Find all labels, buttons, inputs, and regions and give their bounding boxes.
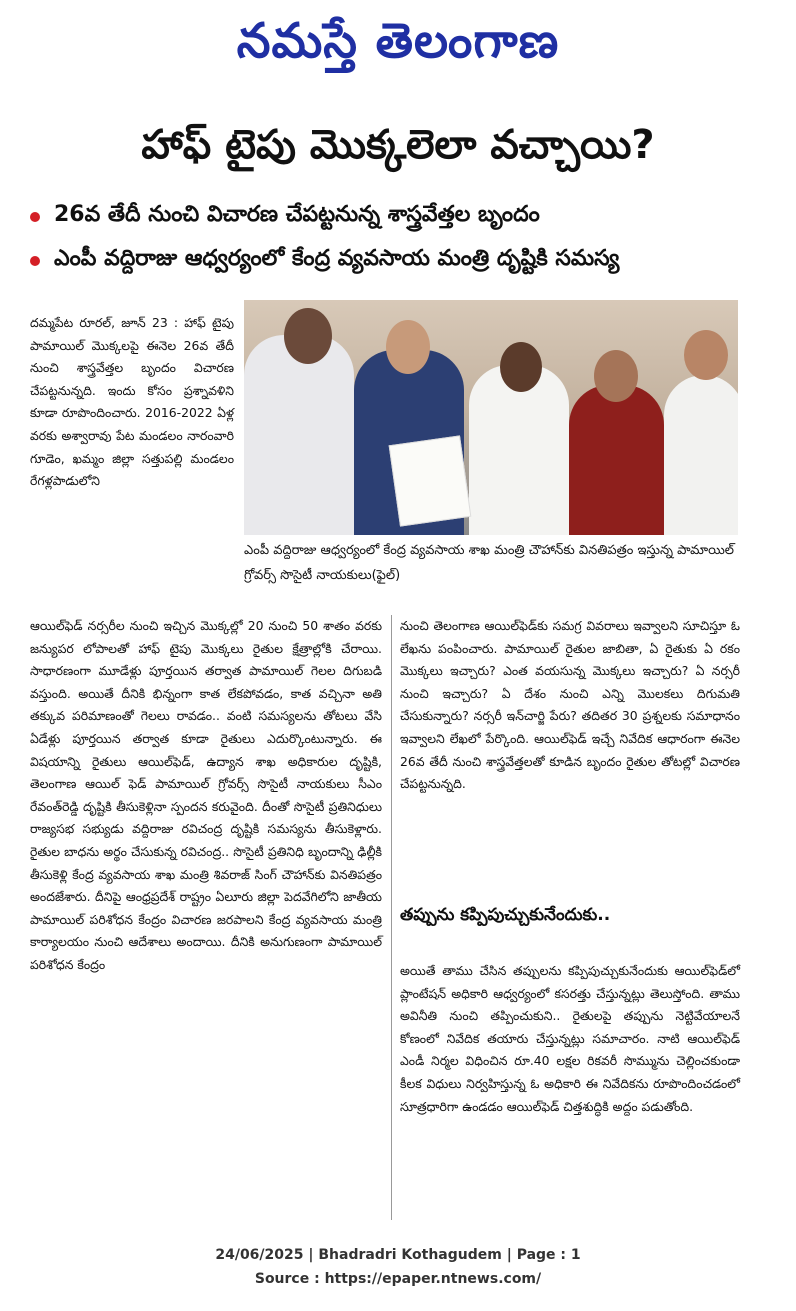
person-head: [386, 320, 430, 374]
article-paragraph: అయితే తాము చేసిన తప్పులను కప్పిపుచ్చుకునేందుకు ఆయిల్‌ఫెడ్‌లో ప్లాంటేషన్ అధికారి ఆధ్వర్యంలో కసరత్తు చేస్తున్నట్లు తెలుస్తోంది. తాము అవినీతి నుంచి తప్పించుకుని.. రైతులపై తప్పును నెట్టివేయాలనే కోణంలో నివేదిక తయారు చేస్తున్నట్లు సమాచారం. నాటి ఆయిల్‌ఫెడ్ ఎండీ నిర్మల విధించిన రూ.40 లక్షల రికవరీ సొమ్మును చెల్లించకుండా కీలక విధులు నిర్వహిస్తున్న ఓ అధికారి ఈ నివేదికను రూపొందించడంలో సూత్రధారిగా ఉండడం ఆయిల్‌ఫెడ్ చిత్తశుద్ధికి అద్దం పడుతోంది.: [400, 963, 740, 1114]
subheading: తప్పును కప్పిపుచ్చుకునేందుకు..: [400, 905, 611, 925]
article-paragraph: నుంచి తెలంగాణ ఆయిల్‌ఫెడ్‌కు సమగ్ర వివరాలు ఇవ్వాలని సూచిస్తూ ఓ లేఖను పంపించారు. పామాయిల్ రైతుల జాబితా, ఏ రైతుకు ఏ రకం మొక్కలు ఇచ్చారు? ఎంత వయసున్న మొక్కలు ఇచ్చారు? ఏ నర్సరీ నుంచి ఇచ్చారు? ఏ దేశం నుంచి ఎన్ని మొలకలు దిగుమతి చేసుకున్నారు? నర్సరీ ఇన్‌చార్జి పేరు? తదితర 30 ప్రశ్నలకు సమాధానం ఇవ్వాలని లేఖలో పేర్కొంది. ఆయిల్‌ఫెడ్ ఇచ్చే నివేదిక ఆధారంగా ఈనెల 26వ తేదీ నుంచి శాస్త్రవేత్తలతో కూడిన బృందం రైతుల తోటల్లో విచారణ చేపట్టనున్నది.: [400, 618, 740, 792]
bullet-item: [30, 195, 770, 239]
person-head: [594, 350, 638, 402]
left-column-bottom: [30, 615, 382, 977]
person-head: [284, 308, 332, 364]
bullet-dot-icon: [30, 212, 40, 222]
left-column-top: [30, 312, 234, 493]
headline: హాఫ్ టైపు మొక్కలెలా వచ్చాయి?: [141, 122, 655, 168]
footer-source-line: Source : https://epaper.ntnews.com/: [254, 1271, 542, 1287]
column-divider: [391, 615, 392, 1220]
person-head: [684, 330, 728, 380]
photo-caption: ఎంపీ వద్దిరాజు ఆధ్వర్యంలో కేంద్ర వ్యవసాయ శాఖ మంత్రి చౌహాన్‌కు వినతిపత్రం ఇస్తున్న పామాయిల్ గ్రోవర్స్ సొసైటీ నాయకులు(ఫైల్): [244, 543, 735, 583]
bullet-dot-icon: [30, 256, 40, 266]
article-paragraph: ఆయిల్‌ఫెడ్ నర్సరీల నుంచి ఇచ్చిన మొక్కల్లో 20 నుంచి 50 శాతం వరకు జన్యుపర లోపాలతో హాఫ్ టైపు మొక్కలు రైతుల క్షేత్రాల్లోకి చేరాయి. సాధారణంగా మూడేళ్లు పూర్తయిన తర్వాత పామాయిల్ గెలల దిగుబడి వస్తుంది. అయితే దీనికి భిన్నంగా కాత లేకపోవడం, కాత వచ్చినా అతి తక్కువ పరిమాణంతో గెలలు రావడం.. వంటి సమస్యలను తోటలు వేసి ఏడేళ్లు పూర్తయిన తర్వాత కూడా రైతులు ఎదుర్కొంటున్నారు. ఈ విషయాన్ని రైతులు ఆయిల్‌ఫెడ్, ఉద్యాన శాఖ అధికారుల దృష్టికి, తెలంగాణ ఆయిల్ ఫెడ్ పామాయిల్ గ్రోవర్స్ సొసైటీ నాయకులు సీఎం రేవంత్‌రెడ్డి దృష్టికి తీసుకెళ్లినా స్పందన కరువైంది. దీంతో సొసైటీ ప్రతినిధులు రాజ్యసభ సభ్యుడు వద్దిరాజు రవిచంద్ర దృష్టికి సమస్యను తీసుకెళ్లారు. రైతుల బాధను అర్థం చేసుకున్న రవిచంద్ర.. సొసైటీ ప్రతినిధి బృందాన్ని ఢిల్లీకి తీసుకెళ్లి కేంద్ర వ్యవసాయ శాఖ మంత్రి శివరాజ్ సింగ్ చౌహాన్‌కు వినతిపత్రం అందజేశారు. దీనిపై ఆంధ్రప్రదేశ్ రాష్ట్రం ఏలూరు జిల్లా పెదవేగిలోని జాతీయ పామాయిల్ పరిశోధన కేంద్రం విచారణ జరపాలని కేంద్ర వ్యవసాయ మంత్రి కార్యాలయం నుంచి ఆదేశాలు అందాయి. దీనికి అనుగుణంగా పామాయిల్ పరిశోధన కేంద్రం: [30, 618, 382, 972]
bullet-list: [30, 195, 770, 283]
masthead-title: నమస్తే తెలంగాణ: [236, 13, 560, 69]
memorandum-paper: [389, 435, 472, 526]
footer-date-line: 24/06/2025 | Bhadradri Kothagudem | Page : 1: [215, 1247, 581, 1263]
person-figure: [569, 385, 664, 535]
news-photo: [244, 300, 738, 535]
right-column-top: [400, 615, 740, 796]
bullet-text: 26వ తేదీ నుంచి విచారణ చేపట్టనున్న శాస్త్రవేత్తల బృందం: [54, 202, 540, 227]
article-paragraph: దమ్మపేట రూరల్, జూన్ 23 : హాఫ్ టైపు పామాయిల్ మొక్కలపై ఈనెల 26వ తేదీ నుంచి శాస్త్రవేత్తల బృందం విచారణ చేపట్టనున్నది. ఇందు కోసం ప్రశ్నావళిని కూడా రూపొందించారు. 2016-2022 ఏళ్ల వరకు అశ్వారావు పేట మండలం నారంవారి గూడెం, ఖమ్మం జిల్లా సత్తుపల్లి మండలం రేగళ్లపాడులోని: [30, 315, 234, 489]
person-figure: [244, 335, 354, 535]
right-column-bottom: [400, 960, 740, 1118]
bullet-item: [30, 239, 770, 283]
person-head: [500, 342, 542, 392]
person-figure: [664, 375, 738, 535]
bullet-text: ఎంపీ వద్దిరాజు ఆధ్వర్యంలో కేంద్ర వ్యవసాయ మంత్రి దృష్టికి సమస్య: [54, 246, 620, 271]
